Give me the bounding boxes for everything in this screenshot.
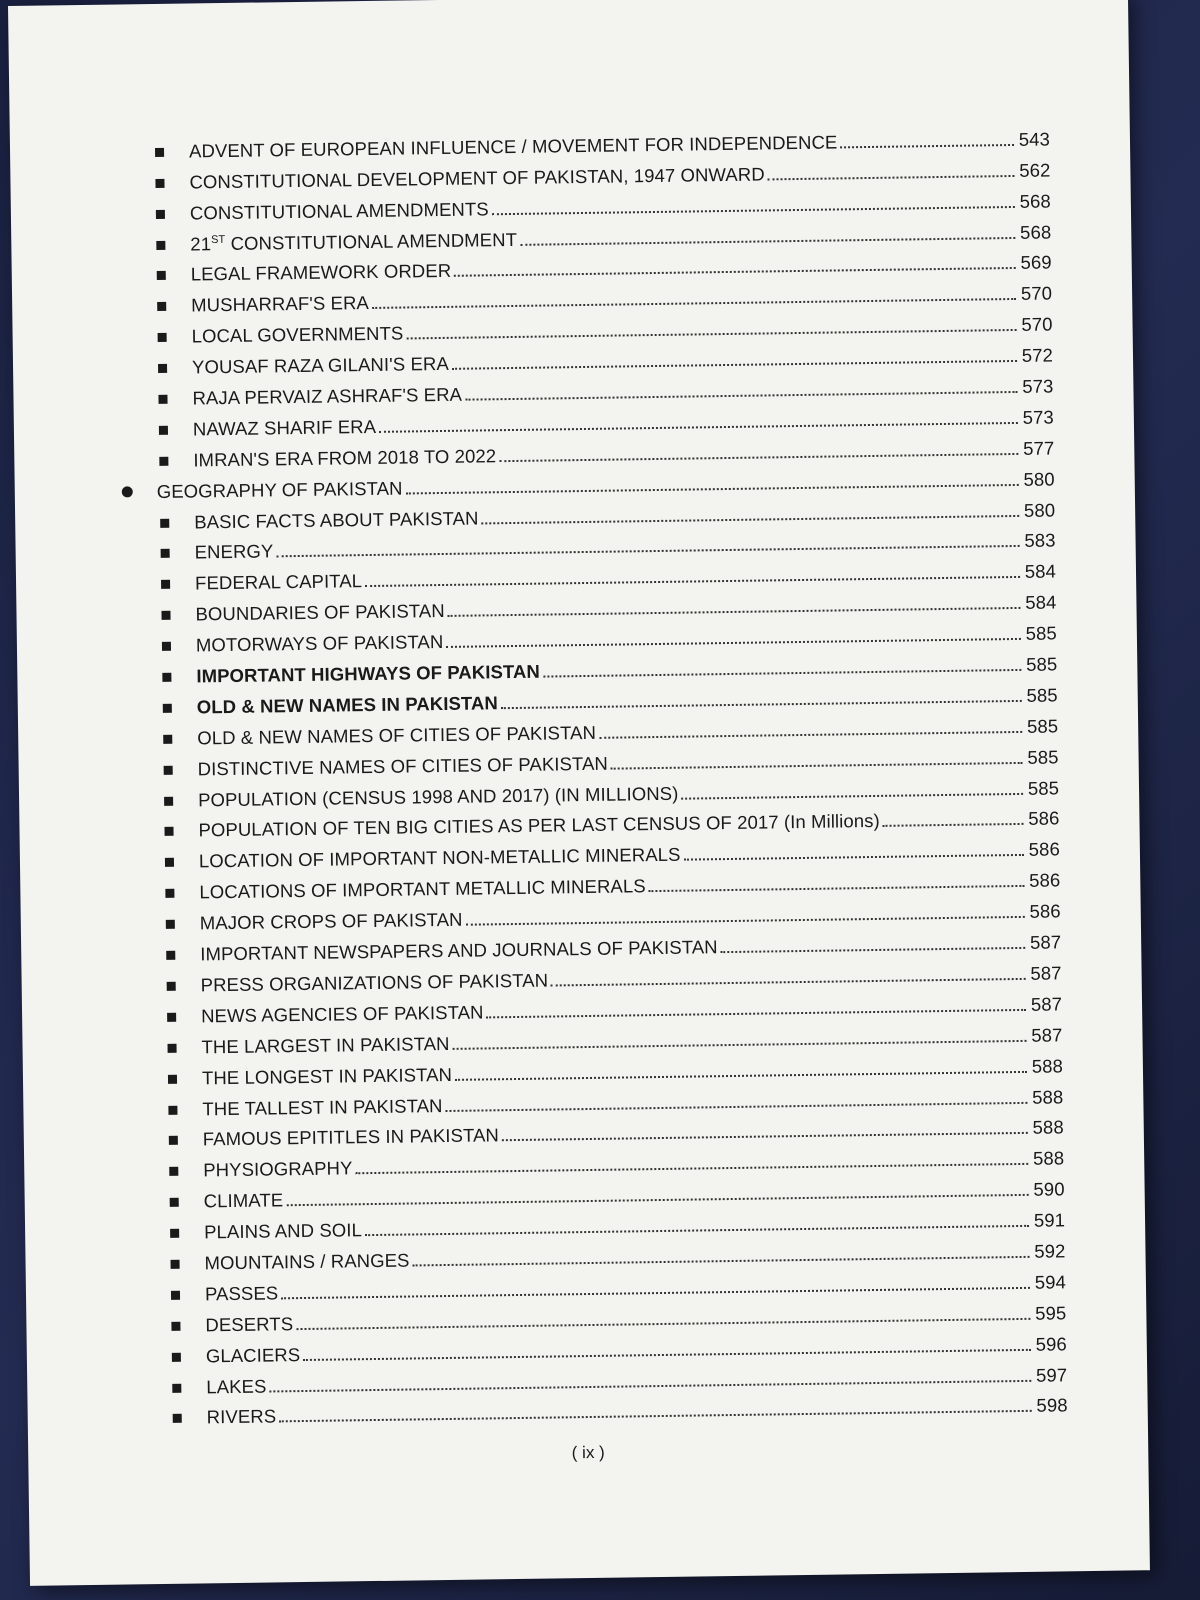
toc-entry-title: BASIC FACTS ABOUT PAKISTAN bbox=[194, 507, 479, 533]
square-bullet-icon bbox=[168, 1074, 177, 1083]
toc-entry-title: IMPORTANT HIGHWAYS OF PAKISTAN bbox=[196, 660, 541, 687]
toc-entry-title: ADVENT OF EUROPEAN INFLUENCE / MOVEMENT FOR INDEPENDENCE bbox=[188, 131, 838, 162]
square-bullet-icon bbox=[165, 889, 174, 898]
toc-entry-title: OLD & NEW NAMES IN PAKISTAN bbox=[196, 692, 499, 718]
page-number-footer: ( ix ) bbox=[571, 1442, 605, 1463]
toc-entry-title: POPULATION OF TEN BIG CITIES AS PER LAST CENSUS OF 2017 (In Millions) bbox=[198, 810, 880, 841]
toc-page-number: 569 bbox=[1020, 251, 1052, 274]
toc-entry-title: OLD & NEW NAMES OF CITIES OF PAKISTAN bbox=[197, 721, 597, 749]
dot-leader bbox=[883, 823, 1024, 827]
toc-entry-title: PHYSIOGRAPHY bbox=[203, 1157, 353, 1181]
square-bullet-icon bbox=[159, 426, 168, 435]
square-bullet-icon bbox=[159, 457, 168, 466]
toc-page-number: 570 bbox=[1020, 282, 1053, 305]
toc-entry-title: 21ST CONSTITUTIONAL AMENDMENT bbox=[190, 228, 518, 255]
toc-page-number: 598 bbox=[1036, 1394, 1068, 1417]
square-bullet-icon bbox=[166, 951, 175, 960]
round-bullet-icon bbox=[122, 486, 133, 497]
square-bullet-icon bbox=[166, 920, 175, 929]
toc-page-number: 587 bbox=[1031, 1024, 1063, 1046]
toc-page-number: 585 bbox=[1026, 684, 1058, 706]
toc-entry-title: MOUNTAINS / RANGES bbox=[204, 1249, 410, 1274]
toc-entry-title: YOUSAF RAZA GILANI'S ERA bbox=[191, 353, 449, 378]
toc-page-number: 562 bbox=[1019, 159, 1051, 181]
toc-entry-title: POPULATION (CENSUS 1998 AND 2017) (IN MILLIONS) bbox=[197, 782, 679, 811]
toc-entry-title: NEWS AGENCIES OF PAKISTAN bbox=[200, 1001, 484, 1027]
table-of-contents bbox=[150, 119, 1068, 1429]
toc-page-number: 587 bbox=[1029, 931, 1062, 953]
toc-page-number: 572 bbox=[1021, 344, 1054, 367]
toc-entry-title: FEDERAL CAPITAL bbox=[194, 570, 363, 594]
toc-page-number: 588 bbox=[1031, 1054, 1064, 1077]
toc-page-number: 585 bbox=[1025, 653, 1058, 675]
toc-entry-title: DESERTS bbox=[205, 1312, 294, 1336]
book-page bbox=[8, 0, 1150, 1586]
square-bullet-icon bbox=[173, 1414, 182, 1423]
toc-entry-title: FAMOUS EPITITLES IN PAKISTAN bbox=[202, 1124, 500, 1150]
toc-entry-title: BOUNDARIES OF PAKISTAN bbox=[195, 600, 445, 625]
toc-entry-title: RIVERS bbox=[206, 1405, 277, 1428]
square-bullet-icon bbox=[169, 1167, 178, 1176]
toc-entry-title: CLIMATE bbox=[203, 1189, 284, 1212]
toc-entry-title: NAWAZ SHARIF ERA bbox=[192, 415, 377, 440]
dot-leader bbox=[684, 854, 1024, 861]
toc-entry-title: LOCATION OF IMPORTANT NON-METALLIC MINERALS bbox=[198, 844, 681, 872]
toc-page-number: 568 bbox=[1019, 190, 1051, 212]
dot-leader bbox=[840, 144, 1014, 148]
toc-entry-title: LEGAL FRAMEWORK ORDER bbox=[190, 260, 452, 285]
dot-leader bbox=[599, 731, 1022, 739]
square-bullet-icon bbox=[171, 1291, 180, 1300]
square-bullet-icon bbox=[164, 765, 173, 774]
toc-page-number: 595 bbox=[1035, 1302, 1067, 1324]
toc-page-number: 588 bbox=[1032, 1085, 1064, 1108]
square-bullet-icon bbox=[158, 395, 167, 404]
square-bullet-icon bbox=[161, 611, 170, 620]
toc-page-number: 587 bbox=[1030, 962, 1062, 984]
square-bullet-icon bbox=[161, 549, 170, 558]
toc-page-number: 585 bbox=[1025, 622, 1058, 644]
toc-page-number: 586 bbox=[1028, 807, 1060, 830]
square-bullet-icon bbox=[172, 1352, 181, 1361]
square-bullet-icon bbox=[158, 364, 167, 373]
toc-entry-title: RAJA PERVAIZ ASHRAF'S ERA bbox=[192, 383, 463, 409]
square-bullet-icon bbox=[162, 673, 171, 682]
square-bullet-icon bbox=[170, 1229, 179, 1238]
toc-entry-title: PRESS ORGANIZATIONS OF PAKISTAN bbox=[200, 969, 549, 996]
toc-page-number: 585 bbox=[1027, 776, 1060, 799]
square-bullet-icon bbox=[164, 827, 173, 836]
toc-entry-title: PLAINS AND SOIL bbox=[203, 1219, 363, 1243]
toc-page-number: 594 bbox=[1034, 1271, 1067, 1293]
dot-leader bbox=[681, 792, 1023, 799]
square-bullet-icon bbox=[168, 1043, 177, 1052]
toc-entry-title: LAKES bbox=[206, 1375, 267, 1397]
dot-leader bbox=[721, 947, 1026, 953]
square-bullet-icon bbox=[157, 302, 166, 311]
toc-page-number: 596 bbox=[1035, 1332, 1067, 1355]
toc-entry-title: MAJOR CROPS OF PAKISTAN bbox=[199, 908, 463, 934]
toc-entry-title: THE LARGEST IN PAKISTAN bbox=[201, 1032, 450, 1058]
toc-page-number: 573 bbox=[1022, 375, 1054, 397]
toc-entry-title: DISTINCTIVE NAMES OF CITIES OF PAKISTAN bbox=[197, 752, 609, 780]
toc-page-number: 584 bbox=[1024, 560, 1057, 583]
toc-entry-title: LOCATIONS OF IMPORTANT METALLIC MINERALS bbox=[199, 875, 646, 903]
toc-page-number: 588 bbox=[1032, 1116, 1064, 1139]
dot-leader bbox=[611, 762, 1023, 770]
toc-page-number: 591 bbox=[1033, 1209, 1066, 1231]
toc-page-number: 588 bbox=[1032, 1147, 1065, 1170]
toc-entry-title: PASSES bbox=[204, 1282, 279, 1305]
square-bullet-icon bbox=[156, 210, 165, 219]
square-bullet-icon bbox=[172, 1383, 181, 1392]
toc-page-number: 586 bbox=[1029, 900, 1061, 922]
toc-page-number: 568 bbox=[1019, 221, 1052, 243]
square-bullet-icon bbox=[155, 148, 164, 157]
square-bullet-icon bbox=[164, 796, 173, 805]
dot-leader bbox=[649, 885, 1025, 892]
square-bullet-icon bbox=[168, 1105, 177, 1114]
toc-page-number: 586 bbox=[1028, 838, 1061, 861]
toc-entry-title: GLACIERS bbox=[205, 1343, 301, 1366]
toc-page-number: 586 bbox=[1028, 869, 1061, 892]
square-bullet-icon bbox=[157, 271, 166, 280]
toc-page-number: 585 bbox=[1026, 715, 1059, 737]
toc-page-number: 583 bbox=[1024, 529, 1056, 552]
toc-entry-title: GEOGRAPHY OF PAKISTAN bbox=[156, 477, 403, 502]
dot-leader bbox=[279, 1410, 1031, 1423]
toc-page-number: 570 bbox=[1021, 313, 1053, 336]
toc-page-number: 587 bbox=[1030, 993, 1063, 1015]
toc-page-number: 585 bbox=[1027, 746, 1059, 768]
toc-page-number: 597 bbox=[1035, 1363, 1068, 1386]
toc-page-number: 580 bbox=[1023, 499, 1056, 521]
square-bullet-icon bbox=[162, 642, 171, 651]
square-bullet-icon bbox=[156, 240, 165, 249]
toc-entry-title: THE LONGEST IN PAKISTAN bbox=[201, 1063, 453, 1089]
toc-entry-title: MOTORWAYS OF PAKISTAN bbox=[195, 631, 444, 656]
square-bullet-icon bbox=[167, 982, 176, 991]
toc-page-number: 590 bbox=[1033, 1178, 1065, 1200]
toc-entry-title: CONSTITUTIONAL DEVELOPMENT OF PAKISTAN, 1947 ONWARD bbox=[189, 163, 765, 193]
toc-page-number: 577 bbox=[1022, 437, 1055, 459]
toc-entry-title: ENERGY bbox=[194, 540, 274, 563]
square-bullet-icon bbox=[171, 1321, 180, 1330]
square-bullet-icon bbox=[170, 1198, 179, 1207]
toc-page-number: 592 bbox=[1034, 1240, 1066, 1262]
dot-leader bbox=[768, 175, 1015, 180]
toc-page-number: 543 bbox=[1018, 128, 1051, 150]
square-bullet-icon bbox=[161, 580, 170, 589]
toc-entry-title: MUSHARRAF'S ERA bbox=[191, 292, 370, 316]
toc-entry-title: THE TALLEST IN PAKISTAN bbox=[202, 1094, 443, 1119]
square-bullet-icon bbox=[163, 704, 172, 713]
square-bullet-icon bbox=[171, 1260, 180, 1269]
toc-entry-title: CONSTITUTIONAL AMENDMENTS bbox=[189, 197, 489, 224]
square-bullet-icon bbox=[158, 333, 167, 342]
toc-entry-title: IMRAN'S ERA FROM 2018 TO 2022 bbox=[193, 445, 497, 471]
toc-page-number: 584 bbox=[1025, 591, 1057, 614]
square-bullet-icon bbox=[169, 1136, 178, 1145]
square-bullet-icon bbox=[160, 518, 169, 527]
toc-entry-title: IMPORTANT NEWSPAPERS AND JOURNALS OF PAKISTAN bbox=[200, 936, 718, 965]
square-bullet-icon bbox=[163, 735, 172, 744]
square-bullet-icon bbox=[165, 858, 174, 867]
toc-page-number: 573 bbox=[1022, 406, 1054, 428]
square-bullet-icon bbox=[167, 1013, 176, 1022]
toc-entry-title: LOCAL GOVERNMENTS bbox=[191, 322, 404, 347]
toc-page-number: 580 bbox=[1023, 468, 1055, 490]
square-bullet-icon bbox=[155, 179, 164, 188]
